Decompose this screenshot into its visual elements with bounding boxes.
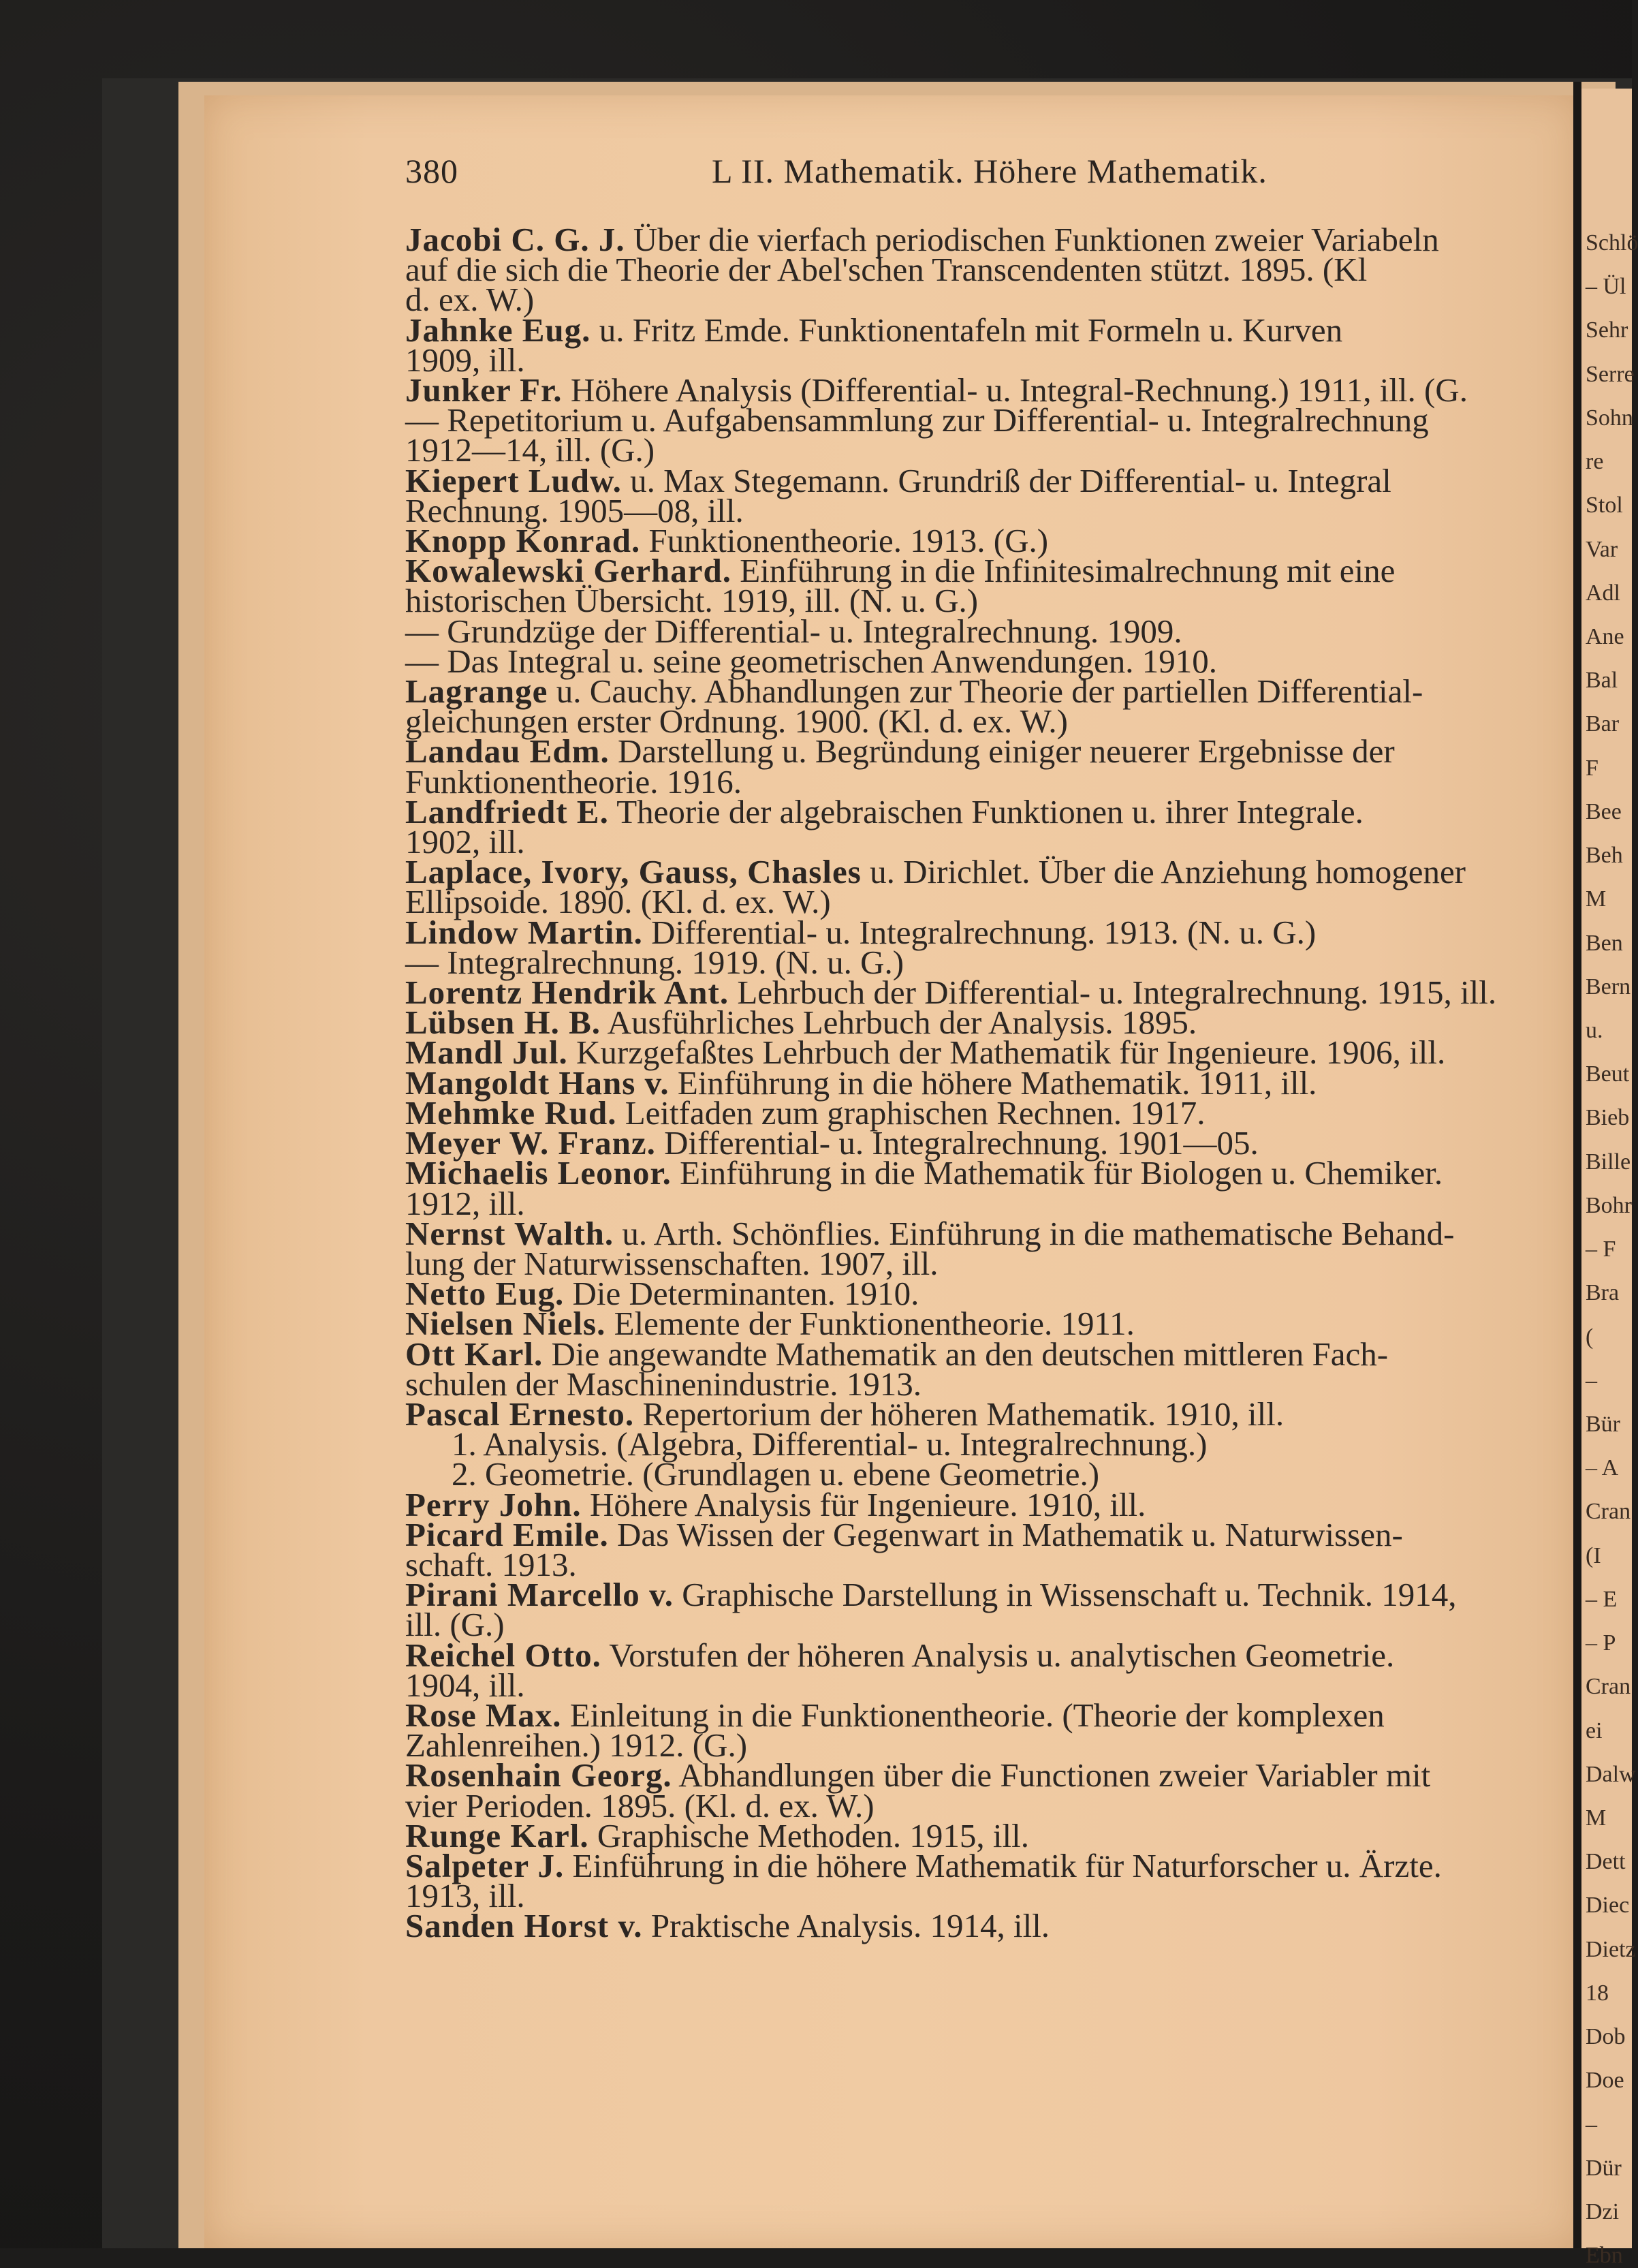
bibliography-entry (405, 732, 1577, 801)
entry-text: Die angewandte Mathematik an den deutschen mittleren Fach- (543, 1335, 1389, 1373)
entry-author: Laplace, Ivory, Gauss, Chasles (405, 853, 862, 891)
entry-text: Elemente der Funktionentheorie. 1911. (605, 1305, 1135, 1343)
next-page-fragment: M (1586, 886, 1607, 912)
entry-text: Höhere Analysis (Differential- u. Integral-Rechnung.) 1911, ill. (G. (562, 371, 1468, 409)
entry-author: Mandl Jul. (405, 1034, 568, 1072)
next-page-fragment: ( (1586, 1324, 1594, 1350)
entry-text: Die Determinanten. 1910. (564, 1275, 919, 1313)
entry-author: Kiepert Ludw. (405, 461, 622, 499)
next-page-fragment: Stol (1586, 493, 1623, 518)
entry-text: 1909, ill. (405, 341, 525, 379)
entry-text: Funktionentheorie. 1913. (G.) (640, 522, 1049, 560)
entry-author: Salpeter J. (405, 1846, 565, 1884)
entry-text: Kurzgefaßtes Lehrbuch der Mathematik für Ingenieure. 1906, ill. (567, 1034, 1446, 1072)
entry-text: Lehrbuch der Differential- u. Integralrechnung. 1915, ill. (729, 974, 1497, 1012)
entry-author: Sanden Horst v. (405, 1907, 643, 1945)
next-page-fragment: Cran (1586, 1674, 1631, 1700)
next-page-fragment: ei (1586, 1718, 1603, 1743)
next-page-fragment: Bern (1586, 974, 1631, 999)
entry-text: Einleitung in die Funktionentheorie. (Theorie der komplexen (561, 1696, 1385, 1734)
next-page-fragment: Bee (1586, 798, 1622, 824)
entry-author: Pascal Ernesto. (405, 1395, 635, 1433)
entry-text: Ausführliches Lehrbuch der Analysis. 1895. (601, 1004, 1197, 1042)
entry-text: gleichungen erster Ordnung. 1900. (Kl. d. ex. W.) (405, 702, 1068, 741)
entry-text: d. ex. W.) (405, 281, 535, 319)
next-page-fragment: Dett (1586, 1849, 1626, 1875)
entry-text: 1902, ill. (405, 823, 525, 861)
next-page-fragment: – E (1586, 1586, 1618, 1612)
entry-text: u. Cauchy. Abhandlungen zur Theorie der partiellen Differential- (548, 672, 1423, 711)
entry-line (405, 1576, 1577, 1614)
bibliography-entry (405, 1395, 1577, 1493)
entry-author: Landau Edm. (405, 732, 610, 771)
next-page-fragment: Dzi (1586, 2199, 1620, 2224)
entry-author: Rosenhain Georg. (405, 1756, 672, 1795)
next-page-fragment: Beh (1586, 843, 1623, 869)
next-page-fragment: Var (1586, 536, 1618, 562)
entry-author: Mehmke Rud. (405, 1093, 617, 1132)
next-page-fragment: Adl (1586, 580, 1620, 606)
entry-author: Nielsen Niels. (405, 1305, 606, 1343)
next-page-fragment: F (1586, 755, 1598, 781)
entry-text: auf die sich die Theorie der Abel'schen Transcendenten stützt. 1895. (Kl (405, 251, 1368, 289)
entry-text: Abhandlungen über die Functionen zweier Variabler mit (672, 1756, 1431, 1795)
next-page-fragment: M (1586, 1805, 1607, 1831)
bibliography-list (405, 221, 1577, 1945)
entry-author: Ott Karl. (405, 1335, 544, 1373)
entry-author: Pirani Marcello v. (405, 1576, 674, 1614)
page-title: L II. Mathematik. Höhere Mathematik. (712, 152, 1267, 190)
bibliography-entry (405, 792, 1577, 861)
next-page-fragment: – A (1586, 1455, 1619, 1481)
bibliography-entry (405, 1154, 1577, 1222)
entry-line (405, 792, 1577, 830)
entry-subitem: 2. Geometrie. (Grundlagen u. ebene Geometrie.) (452, 1455, 1100, 1493)
bibliography-entry (405, 1576, 1577, 1644)
next-page-fragment: – P (1586, 1630, 1616, 1656)
entry-text: Einführung in die Infinitesimalrechnung mit eine (731, 552, 1396, 590)
next-page-fragment: – (1586, 1367, 1597, 1393)
next-page-fragment: – Ül (1586, 274, 1626, 300)
next-page-fragment: Bal (1586, 668, 1618, 694)
entry-text: u. Arth. Schönflies. Einführung in die mathematische Behand- (614, 1214, 1455, 1252)
next-page-fragment: Dietz (1586, 1936, 1636, 1962)
entry-text: — Grundzüge der Differential- u. Integralrechnung. 1909. (405, 612, 1182, 650)
entry-line (405, 1636, 1577, 1674)
next-page-fragment: Dalw (1586, 1761, 1636, 1787)
next-page-fragment: Sehr (1586, 317, 1628, 343)
entry-line (405, 251, 1577, 289)
entry-text: Theorie der algebraischen Funktionen u. ihrer Integrale. (608, 792, 1364, 830)
entry-author: Lorentz Hendrik Ant. (405, 974, 729, 1012)
next-page-fragment: Serre (1586, 361, 1635, 387)
entry-author: Rose Max. (405, 1696, 562, 1734)
entry-line (405, 1846, 1577, 1884)
entry-text: Das Wissen der Gegenwart in Mathematik u. Naturwissen- (608, 1515, 1403, 1553)
bibliography-entry (405, 1335, 1577, 1403)
entry-text: schaft. 1913. (405, 1545, 577, 1583)
entry-text: u. Fritz Emde. Funktionentafeln mit Formeln u. Kurven (590, 311, 1343, 349)
entry-author: Nernst Walth. (405, 1214, 614, 1252)
bibliography-entry (405, 853, 1577, 921)
next-page-fragment: Dür (1586, 2155, 1622, 2181)
entry-text: lung der Naturwissenschaften. 1907, ill. (405, 1244, 939, 1282)
next-page-fragment: Sohn (1586, 405, 1633, 431)
entry-text: Leitfaden zum graphischen Rechnen. 1917. (616, 1093, 1206, 1132)
entry-text: Vorstufen der höheren Analysis u. analytischen Geometrie. (601, 1636, 1395, 1674)
entry-author: Landfriedt E. (405, 792, 609, 830)
entry-author: Lübsen H. B. (405, 1004, 601, 1042)
bibliography-entry (405, 371, 1577, 469)
next-page-fragment: Beut (1586, 1061, 1630, 1087)
next-page-fragment: Diec (1586, 1893, 1630, 1919)
entry-author: Knopp Konrad. (405, 522, 641, 560)
bibliography-entry (405, 552, 1577, 620)
entry-author: Picard Emile. (405, 1515, 609, 1553)
next-page-fragment: – F (1586, 1237, 1616, 1262)
entry-text: Praktische Analysis. 1914, ill. (642, 1907, 1050, 1945)
next-page-fragment: Dob (1586, 2024, 1626, 2050)
entry-text: Ellipsoide. 1890. (Kl. d. ex. W.) (405, 883, 831, 921)
entry-text: Einführung in die höhere Mathematik. 1911, ill. (669, 1063, 1317, 1102)
entry-author: Jahnke Eug. (405, 311, 591, 349)
entry-text: Repertorium der höheren Mathematik. 1910, ill. (634, 1395, 1285, 1433)
next-page-fragment: Doe (1586, 2068, 1624, 2094)
next-page-fragment: Ane (1586, 623, 1624, 649)
next-page-fragment: (I (1586, 1542, 1601, 1568)
entry-text: Einführung in die Mathematik für Biologen u. Chemiker. (671, 1154, 1443, 1192)
entry-text: Differential- u. Integralrechnung. 1913. (N. u. G.) (642, 913, 1317, 951)
page-number: 380 (405, 152, 458, 190)
entry-text: 1913, ill. (405, 1877, 525, 1915)
next-page-fragment: Bohr (1586, 1192, 1632, 1218)
entry-text: Über die vierfach periodischen Funktionen zweier Variabeln (625, 221, 1439, 258)
entry-text: Einführung in die höhere Mathematik für Naturforscher u. Ärzte. (564, 1846, 1442, 1884)
entry-text: 1912, ill. (405, 1184, 525, 1222)
bibliography-entry (405, 221, 1577, 319)
entry-text: — Das Integral u. seine geometrischen Anwendungen. 1910. (405, 642, 1218, 680)
entry-text: Differential- u. Integralrechnung. 1901—05. (655, 1124, 1259, 1162)
next-page-fragment: Bra (1586, 1280, 1620, 1306)
entry-author: Lindow Martin. (405, 913, 643, 951)
entry-author: Runge Karl. (405, 1816, 589, 1854)
entry-text: 1912—14, ill. (G.) (405, 431, 655, 469)
entry-text: — Integralrechnung. 1919. (N. u. G.) (405, 943, 904, 981)
entry-subitem: 1. Analysis. (Algebra, Differential- u. Integralrechnung.) (452, 1425, 1208, 1463)
entry-text: u. Max Stegemann. Grundriß der Differential- u. Integral (621, 461, 1391, 499)
entry-author: Michaelis Leonor. (405, 1154, 672, 1192)
bibliography-entry (405, 311, 1577, 379)
entry-text: historischen Übersicht. 1919, ill. (N. u. G.) (405, 582, 979, 620)
bibliography-entry (405, 1756, 1577, 1824)
bibliography-entry (405, 1696, 1577, 1765)
entry-author: Kowalewski Gerhard. (405, 552, 732, 590)
next-page-fragment: u. (1586, 1017, 1603, 1043)
entry-text: vier Perioden. 1895. (Kl. d. ex. W.) (405, 1786, 875, 1824)
entry-author: Perry John. (405, 1485, 582, 1523)
entry-text: schulen der Maschinenindustrie. 1913. (405, 1365, 922, 1403)
entry-author: Lagrange (405, 672, 548, 711)
next-page-fragment: Bille (1586, 1149, 1631, 1175)
entry-text: Funktionentheorie. 1916. (405, 762, 742, 801)
next-page-fragment: Bieb (1586, 1105, 1630, 1131)
entry-text: 1904, ill. (405, 1666, 525, 1704)
entry-author: Reichel Otto. (405, 1636, 601, 1674)
entry-author: Jacobi C. G. J. (405, 221, 625, 258)
entry-author: Meyer W. Franz. (405, 1124, 656, 1162)
entry-author: Netto Eug. (405, 1275, 565, 1313)
entry-author: Junker Fr. (405, 371, 563, 409)
entry-line (405, 1907, 1577, 1945)
next-page-fragment: Bür (1586, 1411, 1620, 1437)
bibliography-entry (405, 1907, 1577, 1945)
next-page-fragment: Ebn (1586, 2243, 1623, 2268)
entry-author: Mangoldt Hans v. (405, 1063, 670, 1102)
bibliography-entry (405, 672, 1577, 741)
bibliography-entry (405, 1636, 1577, 1704)
entry-text: Graphische Methoden. 1915, ill. (588, 1816, 1030, 1854)
entry-text: — Repetitorium u. Aufgabensammlung zur Differential- u. Integralrechnung (405, 401, 1429, 439)
entry-line (405, 311, 1577, 349)
bibliography-entry (405, 1515, 1577, 1583)
next-page-fragment: Schlö (1586, 230, 1638, 255)
entry-text: Höhere Analysis für Ingenieure. 1910, ill. (581, 1485, 1146, 1523)
next-page-strip (1581, 89, 1638, 2268)
entry-text: ill. (G.) (405, 1606, 505, 1644)
next-page-fragment: Ben (1586, 930, 1623, 956)
next-page-fragment: – (1586, 2111, 1597, 2137)
entry-text: Graphische Darstellung in Wissenschaft u. Technik. 1914, (674, 1576, 1457, 1614)
entry-text: Rechnung. 1905—08, ill. (405, 491, 744, 529)
entry-line (405, 1515, 1577, 1553)
entry-text: Zahlenreihen.) 1912. (G.) (405, 1726, 748, 1765)
bibliography-entry (405, 461, 1577, 529)
entry-line (405, 1154, 1577, 1192)
entry-text: u. Dirichlet. Über die Anziehung homogener (861, 853, 1466, 891)
bibliography-entry (405, 1214, 1577, 1282)
next-page-fragment: Cran (1586, 1499, 1631, 1525)
bibliography-entry (405, 1846, 1577, 1915)
next-page-fragment: Bar (1586, 711, 1620, 737)
next-page-fragment: re (1586, 449, 1604, 475)
next-page-fragment: 18 (1586, 1980, 1609, 2006)
entry-text: Darstellung u. Begründung einiger neuerer Ergebnisse der (609, 732, 1395, 771)
